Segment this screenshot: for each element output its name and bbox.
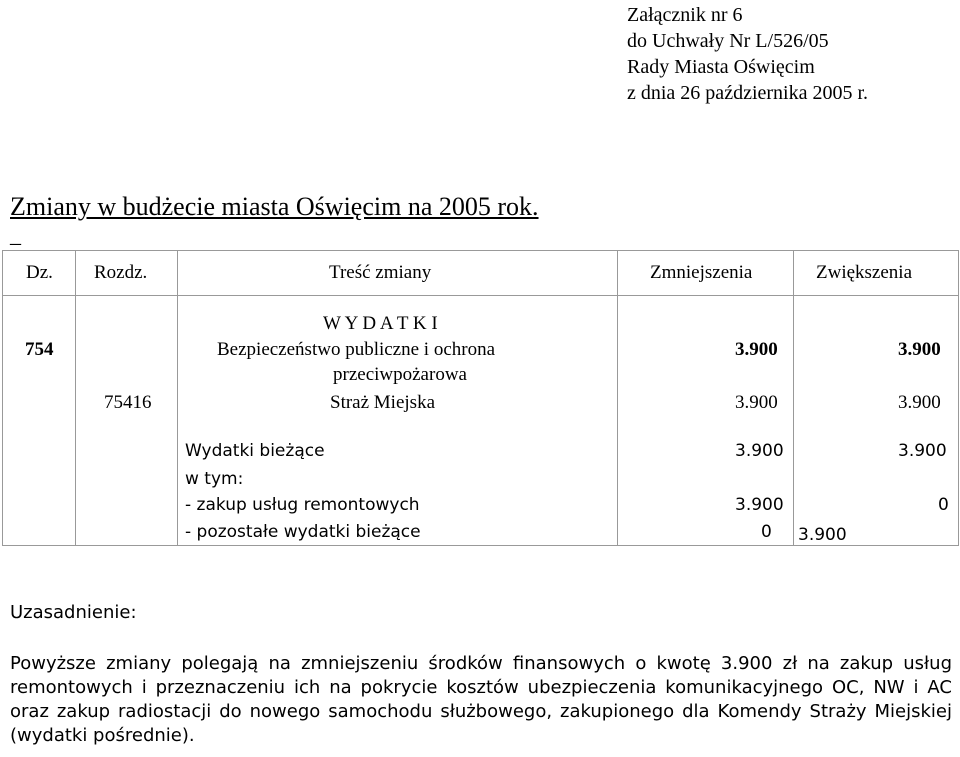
- header-row-divider: [3, 295, 959, 296]
- detail-zakup-uslug: - zakup usług remontowych: [185, 495, 420, 515]
- attachment-header: [627, 2, 868, 106]
- section-heading: W Y D A T K I: [323, 313, 438, 334]
- row-754-zwiekszenia: 3.900: [898, 339, 941, 360]
- detail-zmn-zakup: 3.900: [735, 495, 784, 515]
- row-754-dz: 754: [25, 339, 54, 360]
- table-bottom-border: [3, 545, 959, 546]
- row-75416-tresc: Straż Miejska: [330, 392, 436, 413]
- row-75416-rozdz: 75416: [104, 392, 152, 413]
- council-name: Rady Miasta Oświęcim: [627, 56, 815, 78]
- row-754-tresc-line2: przeciwpożarowa: [333, 364, 467, 385]
- detail-zmn-pozostale: 0: [761, 522, 772, 542]
- detail-zwi-wydatki: 3.900: [898, 441, 947, 461]
- col-divider-3: [617, 251, 618, 546]
- row-754-zmniejszenia: 3.900: [735, 339, 778, 360]
- row-75416-zmniejszenia: 3.900: [735, 392, 778, 413]
- justification-label: Uzasadnienie:: [10, 602, 137, 623]
- detail-wydatki-biezace: Wydatki bieżące: [185, 441, 325, 461]
- budget-table: [2, 250, 959, 546]
- col-header-zwiekszenia: Zwiększenia: [816, 262, 913, 283]
- col-header-rozdz: Rozdz.: [94, 262, 148, 283]
- col-divider-4: [793, 251, 794, 546]
- row-75416-zwiekszenia: 3.900: [898, 392, 941, 413]
- detail-zmn-wydatki: 3.900: [735, 441, 784, 461]
- detail-pozostale: - pozostałe wydatki bieżące: [185, 522, 421, 542]
- col-header-dz: Dz.: [26, 262, 53, 283]
- resolution-date: z dnia 26 października 2005 r.: [627, 82, 869, 104]
- col-divider-2: [177, 251, 178, 546]
- col-header-tresc: Treść zmiany: [329, 262, 432, 283]
- row-754-tresc-line1: Bezpieczeństwo publiczne i ochrona: [217, 339, 496, 360]
- col-header-zmniejszenia: Zmniejszenia: [650, 262, 753, 283]
- detail-zwi-zakup: 0: [938, 495, 949, 515]
- justification-text: Powyższe zmiany polegają na zmniejszeniu środków finansowych o kwotę 3.900 zł na zakup usług remontowych i przeznaczeniu ich na pokrycie kosztów ubezpieczenia komunikacyjnego OC, NW i AC oraz zakup radiostacji do nowego samochodu służbowego, zakupionego dla Komendy Straży Miejskiej (wydatki pośrednie).: [10, 653, 952, 746]
- col-divider-1: [75, 251, 76, 546]
- page-title: Zmiany w budżecie miasta Oświęcim na 2005 rok.: [10, 192, 539, 221]
- detail-w-tym: w tym:: [185, 469, 244, 489]
- title-dash: _: [10, 222, 21, 247]
- resolution-number: do Uchwały Nr L/526/05: [627, 30, 829, 52]
- attachment-number: Załącznik nr 6: [627, 4, 743, 26]
- detail-zwi-pozostale: 3.900: [798, 525, 847, 545]
- table-right-border: [958, 251, 959, 546]
